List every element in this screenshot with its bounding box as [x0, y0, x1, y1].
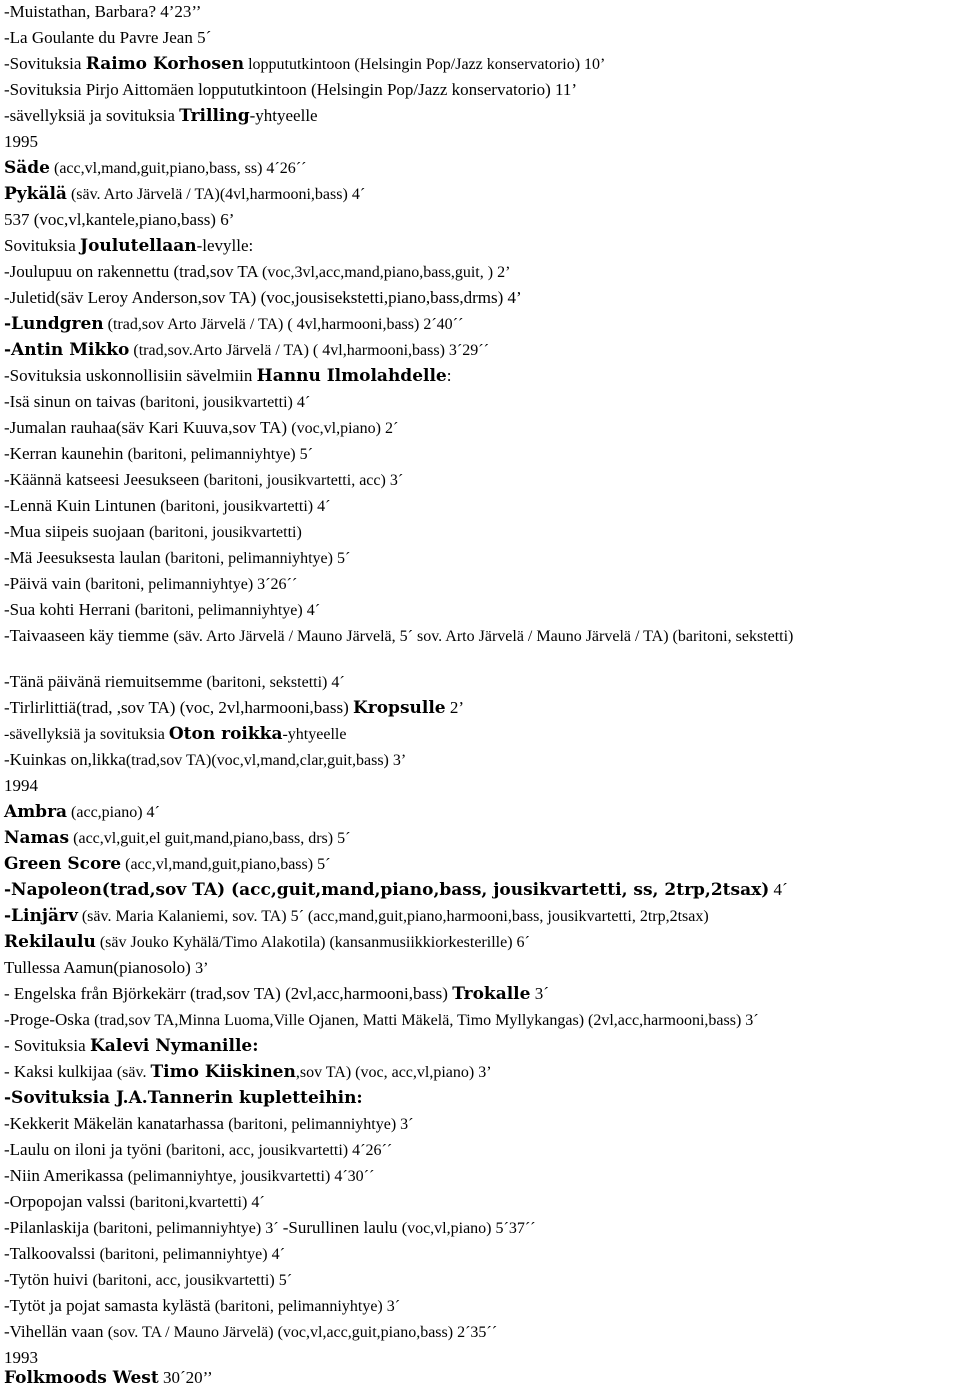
text-line [4, 1164, 374, 1190]
text-segment: -Sovituksia Pirjo Aittomäen loppututkintoon (Helsingin Pop/Jazz konservatorio) 11’ [4, 80, 578, 99]
text-segment: -levylle: [196, 236, 254, 255]
text-line [4, 1112, 414, 1138]
text-segment: -Tirlirlittiä(trad, ,sov TA) (voc, 2vl,harmooni,bass) [4, 698, 353, 717]
text-line [4, 520, 302, 546]
text-line [4, 624, 954, 674]
bold-text: Timo Kiiskinen [150, 1062, 296, 1082]
bold-text: Rekilaulu [4, 932, 96, 952]
text-line [4, 748, 406, 774]
text-line [4, 800, 160, 826]
text-segment: -Kekkerit Mäkelän kanatarhassa [4, 1114, 229, 1133]
text-segment: 1993 [4, 1348, 38, 1367]
text-line [4, 234, 253, 260]
text-line [4, 260, 510, 286]
text-segment: (baritoni, pelimanniyhtye) 5´ [164, 550, 351, 567]
text-line [4, 1190, 265, 1216]
text-segment: (baritoni, pelimanniyhtye) 3´ [214, 1298, 401, 1315]
text-line [4, 670, 345, 696]
text-segment: - Sovituksia [4, 1036, 90, 1055]
text-segment: loppututkintoon (Helsingin Pop/Jazz konservatorio) 10’ [244, 56, 606, 73]
text-segment: -Lennä Kuin Lintunen [4, 496, 161, 515]
text-line [4, 546, 350, 572]
text-line [4, 156, 306, 182]
bold-text: Namas [4, 828, 70, 848]
text-segment: -Taivaaseen käy tiemme [4, 626, 174, 645]
text-segment: (trad,sov Arto Järvelä / TA) ( 4vl,harmooni,bass) 2´40´´ [103, 316, 464, 333]
text-line [4, 1242, 285, 1268]
text-line [4, 442, 313, 468]
bold-text: Raimo Korhosen [85, 54, 245, 74]
bold-text: Pykälä [4, 184, 67, 204]
bold-text: Joulutellaan [80, 236, 197, 256]
text-segment: Sovituksia [4, 236, 81, 255]
bold-text: Kropsulle [352, 698, 446, 718]
text-segment: (säv. Maria Kalaniemi, sov. TA) 5´ (acc,mand,guit,piano,harmooni,bass, jousikvartetti, 2trp,2tsax) [77, 908, 709, 925]
text-segment: (baritoni, acc, jousikvartetti) 4´26´´ [165, 1142, 393, 1159]
text-line [4, 826, 350, 852]
text-segment: -Sovituksia uskonnollisiin sävelmiin [4, 366, 257, 385]
text-segment: (trad,sov.Arto Järvelä / TA) ( 4vl,harmooni,bass) 3´29´´ [129, 342, 489, 359]
text-line [4, 0, 201, 26]
text-segment: 3´ [530, 984, 549, 1003]
text-line [4, 52, 605, 78]
text-segment: (baritoni,kvartetti) 4´ [129, 1194, 265, 1211]
text-segment: (säv. Arto Järvelä / Mauno Järvelä, 5´ sov. Arto Järvelä / Mauno Järvelä / TA) (baritoni, sekstetti) [173, 628, 794, 645]
text-segment: (pelimanniyhtye, jousikvartetti) 4´30´´ [127, 1168, 375, 1185]
text-segment: (voc,vl,piano) 2´ [291, 420, 399, 437]
text-line [4, 956, 208, 982]
bold-text: Kalevi Nymanille: [89, 1036, 259, 1056]
text-line [4, 1034, 259, 1060]
text-segment: -Juletid(säv Leroy Anderson,sov TA) (voc,jousisekstetti,piano,bass,drms) 4’ [4, 288, 522, 307]
text-segment: -Tytöt ja pojat samasta kylästä [4, 1296, 215, 1315]
text-line [4, 572, 297, 598]
bold-text: -Sovituksia J.A.Tannerin kupletteihin: [4, 1088, 363, 1108]
bold-text: -Napoleon(trad,sov TA) (acc,guit,mand,piano,bass, jousikvartetti, ss, 2trp,2tsax) [4, 880, 770, 900]
text-segment: -Käännä katseesi Jeesukseen [4, 470, 204, 489]
bold-text: Green Score [4, 854, 122, 874]
text-segment: ,sov TA) (voc, acc,vl,piano) 3’ [295, 1064, 492, 1081]
text-segment: (baritoni, pelimanniyhtye) 3´ [93, 1220, 279, 1237]
text-segment: Tullessa Aamun(pianosolo) [4, 958, 196, 977]
text-segment: -sävellyksiä ja sovituksia [4, 106, 180, 125]
text-line [4, 1008, 759, 1034]
text-segment: -Kuinkas on,likka [4, 750, 126, 769]
text-segment: : [446, 366, 452, 385]
text-segment: (acc,piano) 4´ [67, 804, 160, 821]
text-line [4, 774, 38, 800]
text-segment: (baritoni, pelimanniyhtye) 3´26´´ [85, 576, 298, 593]
text-line [4, 182, 365, 208]
text-line [4, 364, 451, 390]
text-line [4, 468, 403, 494]
bold-text: Folkmoods West [4, 1368, 159, 1388]
text-segment: -Surullinen laulu [278, 1218, 402, 1237]
text-line [4, 130, 38, 156]
text-segment: -Proge-Oska [4, 1010, 95, 1029]
text-segment: (baritoni, jousikvartetti) 4´ [139, 394, 311, 411]
bold-text: -Lundgren [4, 314, 104, 334]
text-segment: 30´20’’ [158, 1368, 213, 1387]
text-segment: (baritoni, pelimanniyhtye) 4´ [99, 1246, 285, 1263]
text-line [4, 1086, 363, 1112]
text-line [4, 1060, 492, 1086]
text-segment: 1994 [4, 776, 38, 795]
text-line [4, 904, 709, 930]
text-segment: (säv. [116, 1064, 151, 1081]
text-segment: -Mä Jeesuksesta laulan [4, 548, 165, 567]
text-line [4, 1366, 213, 1392]
text-line [4, 416, 398, 442]
text-segment: -Sovituksia [4, 54, 86, 73]
text-segment: -Talkoovalssi [4, 1244, 100, 1263]
text-segment: (acc,vl,guit,el guit,mand,piano,bass, drs) 5´ [69, 830, 351, 847]
bold-text: -Antin Mikko [4, 340, 130, 360]
bold-text: Säde [4, 158, 50, 178]
text-segment: 537 (voc,vl,kantele,piano,bass) 6’ [4, 210, 235, 229]
text-segment: 3’ [195, 960, 209, 977]
bold-text: Oton roikka [168, 724, 283, 744]
text-segment: -Mua siipeis suojaan [4, 522, 149, 541]
text-segment: -Niin Amerikassa [4, 1166, 128, 1185]
text-line [4, 312, 463, 338]
bold-text: Trokalle [452, 984, 531, 1004]
text-segment: (baritoni, jousikvartetti, acc) 3´ [203, 472, 404, 489]
text-segment: -Pilanlaskija [4, 1218, 94, 1237]
text-line [4, 878, 788, 904]
text-segment: -Jumalan rauhaa(säv Kari Kuuva,sov TA) [4, 418, 292, 437]
text-line [4, 286, 522, 312]
text-segment: -Sua kohti Herrani [4, 600, 135, 619]
text-segment: -Kerran kaunehin [4, 444, 128, 463]
text-segment: (baritoni, pelimanniyhtye) 5´ [127, 446, 313, 463]
text-segment: (säv Jouko Kyhälä/Timo Alakotila) (kansanmusiikkiorkesterille) 6´ [95, 934, 530, 951]
text-segment: -Vihellän vaan [4, 1322, 108, 1341]
text-segment: (baritoni, sekstetti) 4´ [206, 674, 345, 691]
text-segment: -yhtyeelle [282, 726, 347, 743]
text-line [4, 930, 530, 956]
text-line [4, 104, 318, 130]
text-segment: - Engelska från Björkekärr (trad,sov TA) (2vl,acc,harmooni,bass) [4, 984, 453, 1003]
text-line [4, 1138, 392, 1164]
text-segment: -yhtyeelle [249, 106, 318, 125]
text-segment: -Tytön huivi [4, 1270, 93, 1289]
text-segment: -Orpopojan valssi [4, 1192, 130, 1211]
text-line [4, 1268, 292, 1294]
text-line [4, 982, 549, 1008]
text-line [4, 338, 489, 364]
text-segment: (sov. TA / Mauno Järvelä) (voc,vl,acc,guit,piano,bass) 2´35´´ [107, 1324, 498, 1341]
text-segment: (acc,vl,mand,guit,piano,bass, ss) 4´26´´ [50, 160, 307, 177]
text-line [4, 208, 234, 234]
text-segment: -sävellyksiä ja sovituksia [4, 726, 169, 743]
text-segment: -Muistathan, Barbara? 4’23’’ [4, 2, 202, 21]
text-segment: - Kaksi kulkijaa [4, 1062, 117, 1081]
text-line [4, 722, 346, 748]
text-line [4, 696, 464, 722]
text-segment: (baritoni, pelimanniyhtye) 4´ [134, 602, 321, 619]
text-segment: -Tänä päivänä riemuitsemme [4, 672, 207, 691]
text-segment: (trad,sov TA)(voc,vl,mand,clar,guit,bass) 3’ [125, 752, 407, 769]
text-segment: -Isä sinun on taivas [4, 392, 140, 411]
bold-text: Hannu Ilmolahdelle [256, 366, 447, 386]
text-segment: (acc,vl,mand,guit,piano,bass) 5´ [121, 856, 331, 873]
text-segment: (voc,vl,piano) 5´37´´ [401, 1220, 536, 1237]
text-segment: 2’ [445, 698, 465, 717]
text-segment: (baritoni, pelimanniyhtye) 3´ [228, 1116, 414, 1133]
bold-text: Ambra [4, 802, 68, 822]
text-segment: -La Goulante du Pavre Jean 5´ [4, 28, 212, 47]
text-segment: (säv. Arto Järvelä / TA)(4vl,harmooni,bass) 4´ [66, 186, 366, 203]
text-line [4, 852, 330, 878]
text-segment: 1995 [4, 132, 38, 151]
text-line [4, 1294, 400, 1320]
text-segment: (baritoni, jousikvartetti) 4´ [160, 498, 331, 515]
text-line [4, 390, 310, 416]
text-segment: (trad,sov TA,Minna Luoma,Ville Ojanen, Matti Mäkelä, Timo Myllykangas) (2vl,acc,harmooni,bass) 3´ [94, 1012, 759, 1029]
text-segment: -Laulu on iloni ja työni [4, 1140, 166, 1159]
text-line [4, 1216, 535, 1242]
text-line [4, 598, 320, 624]
text-line [4, 26, 211, 52]
bold-text: -Linjärv [4, 906, 78, 926]
text-line [4, 494, 330, 520]
text-segment: (baritoni, jousikvartetti) [148, 524, 302, 541]
text-segment: -Päivä vain [4, 574, 86, 593]
text-line [4, 78, 577, 104]
text-line [4, 1320, 497, 1346]
text-segment: 4´ [769, 880, 788, 899]
text-segment: -Joulupuu on rakennettu (trad,sov TA [4, 262, 263, 281]
bold-text: Trilling [179, 106, 250, 126]
text-segment: (voc,3vl,acc,mand,piano,bass,guit, ) 2’ [262, 264, 511, 281]
text-segment: (baritoni, acc, jousikvartetti) 5´ [92, 1272, 293, 1289]
